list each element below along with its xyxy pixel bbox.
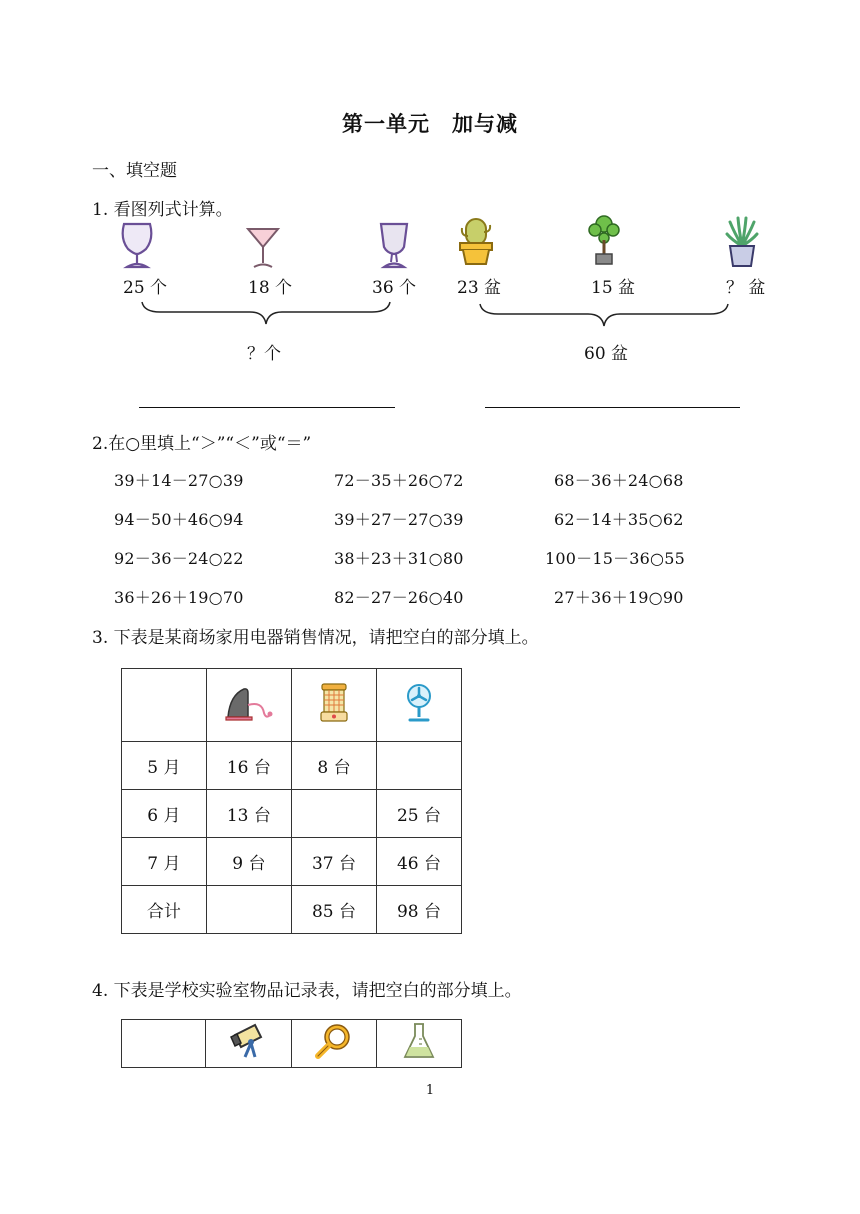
- right-total: 60 盆: [584, 344, 629, 364]
- goblet-icon: [376, 221, 412, 275]
- item-label: 23 盆: [457, 278, 502, 298]
- table-cell: 6 月: [122, 790, 207, 838]
- answer-line-right[interactable]: [485, 407, 740, 408]
- lab-table: [121, 1019, 462, 1068]
- table-blank-cell[interactable]: [376, 742, 461, 790]
- table-cell: 9 台: [206, 838, 291, 886]
- q4-prompt: 4. 下表是学校实验室物品记录表，请把空白的部分填上。: [92, 981, 522, 1001]
- comparison-expression[interactable]: 62－14＋35○62: [554, 510, 684, 529]
- comparison-expression[interactable]: 39＋14－27○39: [114, 471, 244, 490]
- item-label: 36 个: [372, 278, 417, 298]
- comparison-expression[interactable]: 94－50＋46○94: [114, 510, 244, 529]
- table-cell: 46 台: [376, 838, 461, 886]
- item-label: 25 个: [123, 278, 168, 298]
- cactus-pot-icon: [458, 216, 494, 272]
- comparison-expression[interactable]: 27＋36＋19○90: [554, 588, 684, 607]
- q1-prompt: 1. 看图列式计算。: [92, 200, 233, 220]
- table-cell: 25 台: [376, 790, 461, 838]
- page-title: 第一单元 加与减: [342, 111, 518, 136]
- table-cell: 合计: [122, 886, 207, 934]
- comparison-expression[interactable]: 72－35＋26○72: [334, 471, 464, 490]
- table-cell: 13 台: [206, 790, 291, 838]
- table-header-cell: [206, 1020, 291, 1068]
- table-cell: 16 台: [206, 742, 291, 790]
- table-header-cell: [376, 1020, 461, 1068]
- table-cell: 85 台: [292, 886, 377, 934]
- left-total: ？个: [247, 344, 281, 364]
- sales-table: [121, 668, 462, 934]
- item-label: 18 个: [248, 278, 293, 298]
- q3-prompt: 3. 下表是某商场家用电器销售情况，请把空白的部分填上。: [92, 628, 539, 648]
- table-header-cell: [292, 669, 377, 742]
- comparison-expression[interactable]: 38＋23＋31○80: [334, 549, 464, 568]
- table-cell: 8 台: [292, 742, 377, 790]
- table-header-cell: [376, 669, 461, 742]
- potted-plant-icon: [724, 216, 760, 272]
- comparison-expression[interactable]: 82－27－26○40: [334, 588, 464, 607]
- wine-glass-icon: [118, 221, 156, 275]
- telescope-icon: [229, 1021, 269, 1066]
- bonsai-tree-icon: [586, 214, 622, 272]
- magnifier-icon: [314, 1021, 354, 1066]
- page-number: 1: [425, 1083, 435, 1098]
- table-cell: 5 月: [122, 742, 207, 790]
- table-cell: 98 台: [376, 886, 461, 934]
- table-corner-cell: [122, 1020, 206, 1068]
- flask-icon: [401, 1021, 437, 1066]
- table-header-cell: [206, 669, 291, 742]
- fan-icon: [403, 683, 435, 728]
- right-brace: [478, 302, 730, 330]
- heater-icon: [319, 682, 349, 729]
- table-blank-cell[interactable]: [206, 886, 291, 934]
- comparison-expression[interactable]: 92－36－24○22: [114, 549, 244, 568]
- comparison-expression[interactable]: 36＋26＋19○70: [114, 588, 244, 607]
- comparison-expression[interactable]: 100－15－36○55: [545, 549, 685, 568]
- cocktail-glass-icon: [245, 225, 281, 275]
- left-brace: [140, 300, 392, 328]
- table-header-cell: [291, 1020, 376, 1068]
- item-label: ？ 盆: [726, 278, 766, 298]
- comparison-expression[interactable]: 39＋27－27○39: [334, 510, 464, 529]
- table-corner-cell: [122, 669, 207, 742]
- table-blank-cell[interactable]: [292, 790, 377, 838]
- item-label: 15 盆: [591, 278, 636, 298]
- answer-line-left[interactable]: [139, 407, 395, 408]
- q2-prompt: 2.在○里填上“＞”“＜”或“＝”: [92, 434, 312, 454]
- table-cell: 7 月: [122, 838, 207, 886]
- table-cell: 37 台: [292, 838, 377, 886]
- iron-icon: [224, 683, 274, 728]
- comparison-expression[interactable]: 68－36＋24○68: [554, 471, 684, 490]
- section-heading: 一、填空题: [92, 161, 177, 181]
